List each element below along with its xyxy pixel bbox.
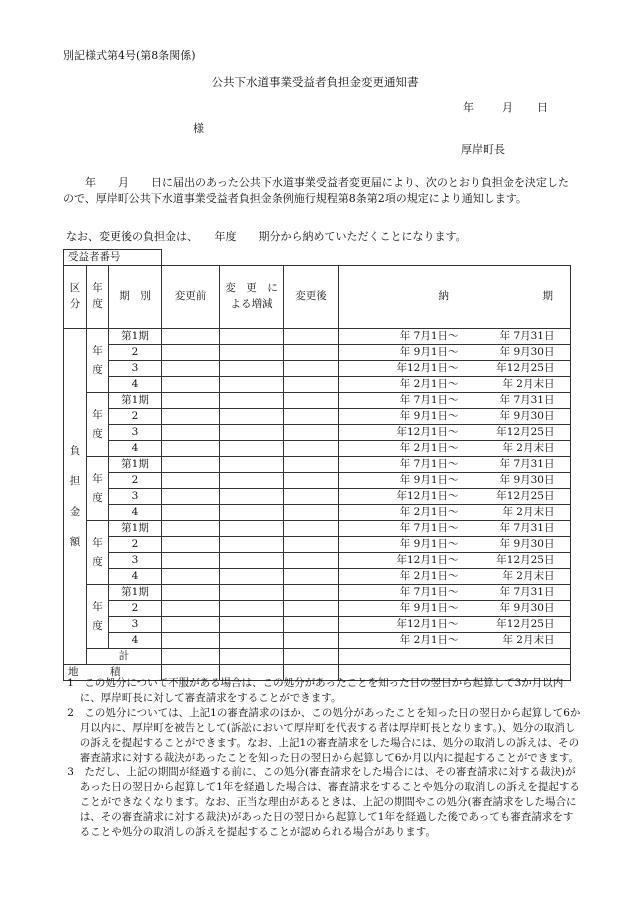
- amount-before: [162, 633, 220, 649]
- amount-after: [284, 457, 339, 473]
- period-from: 年 9月1日～: [399, 474, 459, 486]
- total-row: [64, 649, 571, 665]
- period-to: 年 7月31日: [499, 330, 555, 342]
- period-to: 年12月25日: [496, 618, 555, 630]
- nendo-label: 年 度: [92, 536, 103, 568]
- amount-after: [284, 377, 339, 393]
- form-reference: 別記様式第4号(第8条関係): [63, 49, 196, 62]
- period-from: 年 7月1日～: [399, 458, 459, 470]
- period-to: 年 7月31日: [499, 522, 555, 534]
- table-row: [64, 489, 571, 505]
- table-row: [64, 377, 571, 393]
- amount-change: [220, 345, 284, 361]
- table-row: [64, 553, 571, 569]
- period-label: 3: [109, 489, 162, 505]
- side-label-char: 金: [69, 505, 81, 518]
- note-item: 1 この処分について不服がある場合は、この処分があったことを知った日の翌日から起算して3か月以内に、厚岸町長に対して審査請求をすることができます。: [67, 677, 564, 704]
- payment-period: [339, 601, 571, 617]
- amount-after: [284, 393, 339, 409]
- period-label: 2: [109, 601, 162, 617]
- note-item: 3 ただし、上記の期間が経過する前に、この処分(審査請求をした場合には、その審査請求に対する裁決)があった日の翌日から起算して1年を経過した場合は、審査請求をすることや処分の取消しの訴えを提起することができなくなります。なお、正当な理由があるときは、上記の期間やこの処分(審査請求をした場合には、その審査請求に対する裁決)があった日の翌日から起算して1年を経過した後であっても審査請求をすることや処分の取消しの訴えを提起することが認められる場合があります。: [67, 766, 580, 839]
- date-month: 月: [502, 101, 513, 114]
- amount-before: [162, 473, 220, 489]
- table-row: [64, 393, 571, 409]
- period-to: 年12月25日: [496, 554, 555, 566]
- amount-change: [220, 361, 284, 377]
- period-to: 年 2月末日: [502, 506, 555, 518]
- col-kubun: 区分: [64, 266, 87, 329]
- amount-after: [284, 345, 339, 361]
- amount-change: [220, 409, 284, 425]
- amount-before: [162, 393, 220, 409]
- amount-before: [162, 569, 220, 585]
- period-from: 年 2月1日～: [399, 634, 459, 646]
- period-label: 3: [109, 361, 162, 377]
- table-row: [64, 361, 571, 377]
- area-label: 地 積: [64, 665, 162, 681]
- period-from: 年12月1日～: [396, 426, 459, 438]
- period-label: 3: [109, 425, 162, 441]
- amount-before: [162, 537, 220, 553]
- period-to: 年12月25日: [496, 490, 555, 502]
- date-day: 日: [537, 101, 548, 114]
- payment-period: [339, 345, 571, 361]
- total-cell: [220, 649, 284, 665]
- period-from: 年 2月1日～: [399, 570, 459, 582]
- table-row: [64, 633, 571, 649]
- period-label: 4: [109, 569, 162, 585]
- amount-before: [162, 441, 220, 457]
- period-label: 4: [109, 505, 162, 521]
- payment-period: [339, 441, 571, 457]
- payment-period: [339, 569, 571, 585]
- amount-change: [220, 521, 284, 537]
- period-to: 年 9月30日: [499, 538, 555, 550]
- table-row: [64, 425, 571, 441]
- period-label: 3: [109, 553, 162, 569]
- payment-period: [339, 489, 571, 505]
- payment-period: [339, 521, 571, 537]
- period-from: 年 7月1日～: [399, 522, 459, 534]
- col-after: 変更後: [284, 266, 339, 329]
- side-label-char: 担: [69, 475, 81, 488]
- col-nou: 納: [438, 290, 449, 303]
- payment-period: [339, 537, 571, 553]
- period-from: 年 7月1日～: [399, 586, 459, 598]
- amount-after: [284, 329, 339, 345]
- period-to: 年 2月末日: [502, 378, 555, 390]
- col-before: 変更前: [162, 266, 220, 329]
- total-cell: [284, 649, 339, 665]
- amount-after: [284, 617, 339, 633]
- period-from: 年 2月1日～: [399, 442, 459, 454]
- table-row: [64, 521, 571, 537]
- period-from: 年 2月1日～: [399, 378, 459, 390]
- amount-change: [220, 553, 284, 569]
- amount-after: [284, 553, 339, 569]
- nendo-label: 年 度: [92, 472, 103, 504]
- table-row: [64, 457, 571, 473]
- total-cell: [339, 649, 571, 665]
- period-from: 年 9月1日～: [399, 538, 459, 550]
- period-label: 4: [109, 377, 162, 393]
- col-ki: 期: [542, 290, 553, 303]
- table-row: [64, 537, 571, 553]
- payment-period: [339, 633, 571, 649]
- table-row: [64, 569, 571, 585]
- payment-period: [339, 473, 571, 489]
- period-from: 年 9月1日～: [399, 346, 459, 358]
- payment-period: [339, 457, 571, 473]
- period-from: 年 9月1日～: [399, 602, 459, 614]
- payment-period: [339, 505, 571, 521]
- period-label: 2: [109, 537, 162, 553]
- col-nouki: [339, 266, 571, 329]
- amount-change: [220, 569, 284, 585]
- payment-period: [339, 425, 571, 441]
- period-to: 年 9月30日: [499, 602, 555, 614]
- beneficiary-number-label: 受益者番号: [64, 250, 162, 266]
- amount-before: [162, 617, 220, 633]
- amount-change: [220, 457, 284, 473]
- period-label: 3: [109, 617, 162, 633]
- amount-change: [220, 441, 284, 457]
- amount-change: [220, 377, 284, 393]
- amount-change: [220, 329, 284, 345]
- nendo-label: 年 度: [92, 344, 103, 376]
- period-label: 第1期: [109, 585, 162, 601]
- table-row: [64, 441, 571, 457]
- period-to: 年 9月30日: [499, 346, 555, 358]
- period-from: 年12月1日～: [396, 618, 459, 630]
- amount-before: [162, 601, 220, 617]
- period-to: 年 7月31日: [499, 586, 555, 598]
- issuer: 厚岸町長: [461, 143, 505, 156]
- payment-note: なお、変更後の負担金は、 年度 期分から納めていただくことになります。: [66, 230, 467, 243]
- amount-before: [162, 521, 220, 537]
- period-to: 年 7月31日: [499, 458, 555, 470]
- period-label: 第1期: [109, 393, 162, 409]
- amount-before: [162, 377, 220, 393]
- payment-period: [339, 329, 571, 345]
- nendo-label: 年 度: [92, 600, 103, 632]
- period-from: 年 2月1日～: [399, 506, 459, 518]
- period-from: 年12月1日～: [396, 362, 459, 374]
- body-text: 年 月 日に届出のあった公共下水道事業受益者変更届により、次のとおり負担金を決定したので、厚岸町公共下水道事業受益者負担金条例施行規程第8条第2項の規定により通知します。: [63, 176, 569, 205]
- period-to: 年12月25日: [496, 362, 555, 374]
- period-from: 年 7月1日～: [399, 330, 459, 342]
- note-item: 2 この処分については、上記1の審査請求のほか、この処分があったことを知った日の翌日から起算して6か月以内に、厚岸町を被告として(訴訟において厚岸町を代表する者は厚岸町長となります。)、処分の取消しの訴えを提起することができます。なお、上記1の審査請求をした場合には、処分の取消しの訴えは、その審査請求に対する裁決があったことを知った日の翌日から起算して6か月以内に提起することができます。: [67, 706, 581, 764]
- period-to: 年 9月30日: [499, 410, 555, 422]
- col-change: 変 更 に よる増減: [220, 266, 284, 329]
- amount-after: [284, 489, 339, 505]
- amount-after: [284, 425, 339, 441]
- amount-after: [284, 521, 339, 537]
- table-row: [64, 329, 571, 345]
- amount-after: [284, 361, 339, 377]
- amount-before: [162, 585, 220, 601]
- side-label-char: 負: [69, 444, 81, 457]
- amount-after: [284, 633, 339, 649]
- amount-change: [220, 489, 284, 505]
- total-label: 計: [87, 649, 162, 665]
- amount-before: [162, 457, 220, 473]
- amount-after: [284, 585, 339, 601]
- payment-period: [339, 361, 571, 377]
- period-to: 年 2月末日: [502, 442, 555, 454]
- table-row: [64, 601, 571, 617]
- amount-after: [284, 537, 339, 553]
- notes: [63, 676, 583, 840]
- amount-after: [284, 409, 339, 425]
- payment-period: [339, 617, 571, 633]
- payment-period: [339, 585, 571, 601]
- burden-table: [63, 249, 571, 681]
- amount-before: [162, 329, 220, 345]
- table-row: [64, 409, 571, 425]
- side-label-char: 額: [69, 535, 81, 548]
- nendo-cell: [87, 329, 109, 393]
- total-cell: [162, 649, 220, 665]
- amount-after: [284, 441, 339, 457]
- period-label: 4: [109, 633, 162, 649]
- amount-change: [220, 505, 284, 521]
- amount-before: [162, 409, 220, 425]
- nendo-label: 年 度: [92, 408, 103, 440]
- amount-change: [220, 393, 284, 409]
- payment-period: [339, 393, 571, 409]
- nendo-cell: [87, 585, 109, 649]
- amount-before: [162, 361, 220, 377]
- amount-change: [220, 633, 284, 649]
- period-label: 4: [109, 441, 162, 457]
- addressee-honorific: 様: [193, 122, 204, 135]
- side-label: [64, 329, 87, 665]
- amount-before: [162, 425, 220, 441]
- col-kibetsu: 期 別: [109, 266, 162, 329]
- amount-before: [162, 345, 220, 361]
- amount-before: [162, 505, 220, 521]
- amount-change: [220, 537, 284, 553]
- payment-period: [339, 377, 571, 393]
- period-from: 年 7月1日～: [399, 394, 459, 406]
- date-year: 年: [463, 101, 474, 114]
- table-row: [64, 585, 571, 601]
- amount-before: [162, 553, 220, 569]
- amount-after: [284, 473, 339, 489]
- amount-change: [220, 601, 284, 617]
- period-to: 年 9月30日: [499, 474, 555, 486]
- amount-before: [162, 489, 220, 505]
- period-label: 2: [109, 409, 162, 425]
- nendo-cell: [87, 457, 109, 521]
- amount-change: [220, 585, 284, 601]
- period-to: 年 2月末日: [502, 570, 555, 582]
- amount-change: [220, 425, 284, 441]
- amount-change: [220, 617, 284, 633]
- amount-after: [284, 569, 339, 585]
- table-row: [64, 473, 571, 489]
- col-nendo: 年度: [87, 266, 109, 329]
- amount-after: [284, 505, 339, 521]
- period-to: 年12月25日: [496, 426, 555, 438]
- payment-period: [339, 409, 571, 425]
- period-label: 第1期: [109, 329, 162, 345]
- table-row: [64, 617, 571, 633]
- payment-period: [339, 553, 571, 569]
- period-from: 年12月1日～: [396, 490, 459, 502]
- period-to: 年 7月31日: [499, 394, 555, 406]
- period-from: 年12月1日～: [396, 554, 459, 566]
- table-row: [64, 505, 571, 521]
- nendo-cell: [87, 521, 109, 585]
- period-label: 2: [109, 345, 162, 361]
- period-from: 年 9月1日～: [399, 410, 459, 422]
- amount-change: [220, 473, 284, 489]
- period-label: 2: [109, 473, 162, 489]
- nendo-cell: [87, 393, 109, 457]
- document-title: 公共下水道事業受益者負担金変更通知書: [211, 75, 419, 89]
- table-row: [64, 345, 571, 361]
- period-label: 第1期: [109, 457, 162, 473]
- period-label: 第1期: [109, 521, 162, 537]
- period-to: 年 2月末日: [502, 634, 555, 646]
- amount-after: [284, 601, 339, 617]
